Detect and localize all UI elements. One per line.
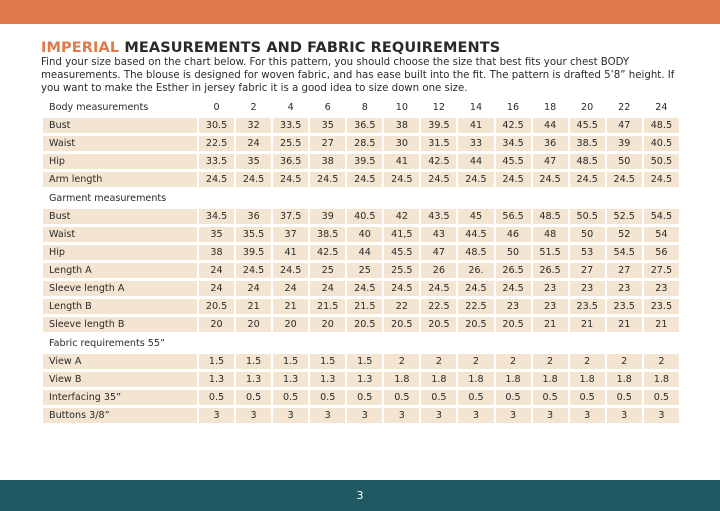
value-cell: 0.5 [607, 390, 642, 405]
value-cell: 0.5 [236, 390, 271, 405]
top-accent-bar [0, 0, 720, 24]
value-cell: 25.5 [273, 136, 308, 151]
value-cell: 41 [458, 118, 493, 133]
value-cell: 1.5 [236, 354, 271, 369]
value-cell: 50 [496, 245, 531, 260]
value-cell: 43.5 [421, 209, 456, 224]
table-row [43, 154, 679, 169]
empty-cell [644, 335, 679, 351]
value-cell: 54 [644, 227, 679, 242]
empty-cell [644, 190, 679, 206]
value-cell: 42.5 [421, 154, 456, 169]
empty-cell [496, 335, 531, 351]
row-label: View A [43, 354, 197, 369]
value-cell: 39 [607, 136, 642, 151]
value-cell: 21.5 [347, 299, 382, 314]
value-cell: 0.5 [310, 390, 345, 405]
value-cell: 24.5 [236, 172, 271, 187]
value-cell: 3 [644, 408, 679, 423]
value-cell: 44.5 [458, 227, 493, 242]
value-cell: 26.5 [533, 263, 568, 278]
value-cell: 20 [310, 317, 345, 332]
value-cell: 1.5 [310, 354, 345, 369]
empty-cell [421, 335, 456, 351]
value-cell: 24.5 [570, 172, 605, 187]
intro-paragraph: Find your size based on the chart below. For this pattern, you should choose the size that best fits your chest BODY measurements. The blouse is designed for woven fabric, and has ease built into the fit. The pattern is drafted 5’8” height. If you want to make the Esther in jersey fabric it is a good idea to size down one size. [41, 57, 675, 94]
value-cell: 50.5 [644, 154, 679, 169]
value-cell: 50.5 [570, 209, 605, 224]
value-cell: 20.5 [199, 299, 234, 314]
row-label: Waist [43, 227, 197, 242]
value-cell: 0.5 [644, 390, 679, 405]
value-cell: 23.5 [570, 299, 605, 314]
table-row [43, 118, 679, 133]
value-cell: 0.5 [384, 390, 419, 405]
value-cell: 24.5 [347, 172, 382, 187]
value-cell: 1.3 [347, 372, 382, 387]
value-cell: 24.5 [347, 281, 382, 296]
value-cell: 3 [607, 408, 642, 423]
value-cell: 2 [458, 354, 493, 369]
value-cell: 27 [310, 136, 345, 151]
value-cell: 52 [607, 227, 642, 242]
section-header-row [43, 99, 679, 115]
value-cell: 25 [310, 263, 345, 278]
section-header-row [43, 190, 679, 206]
value-cell: 36 [236, 209, 271, 224]
value-cell: 2 [421, 354, 456, 369]
value-cell: 42.5 [496, 118, 531, 133]
empty-cell [310, 190, 345, 206]
value-cell: 43 [421, 227, 456, 242]
value-cell: 54.5 [607, 245, 642, 260]
value-cell: 50 [607, 154, 642, 169]
value-cell: 37 [273, 227, 308, 242]
value-cell: 21 [644, 317, 679, 332]
value-cell: 20.5 [347, 317, 382, 332]
value-cell: 45 [458, 209, 493, 224]
value-cell: 24 [199, 263, 234, 278]
measurements-table [41, 96, 681, 426]
value-cell: 1.3 [199, 372, 234, 387]
value-cell: 41,5 [384, 227, 419, 242]
value-cell: 21 [273, 299, 308, 314]
table-row [43, 245, 679, 260]
page-title [41, 40, 500, 56]
value-cell: 27 [607, 263, 642, 278]
value-cell: 38 [384, 118, 419, 133]
value-cell: 24.5 [384, 172, 419, 187]
row-label: Sleeve length B [43, 317, 197, 332]
value-cell: 42.5 [310, 245, 345, 260]
value-cell: 38.5 [310, 227, 345, 242]
value-cell: 33 [458, 136, 493, 151]
row-label: Length B [43, 299, 197, 314]
value-cell: 25.5 [384, 263, 419, 278]
value-cell: 0.5 [458, 390, 493, 405]
value-cell: 40.5 [347, 209, 382, 224]
value-cell: 53 [570, 245, 605, 260]
row-label: Arm length [43, 172, 197, 187]
value-cell: 1.8 [533, 372, 568, 387]
value-cell: 23 [533, 281, 568, 296]
row-label: Bust [43, 118, 197, 133]
value-cell: 3 [570, 408, 605, 423]
size-header-cell: 22 [618, 101, 631, 113]
value-cell: 21 [607, 317, 642, 332]
value-cell: 24.5 [199, 172, 234, 187]
value-cell: 21.5 [310, 299, 345, 314]
value-cell: 22.5 [199, 136, 234, 151]
size-header-cell: 16 [506, 101, 520, 113]
value-cell: 24 [273, 281, 308, 296]
section-title: Garment measurements [49, 192, 167, 204]
value-cell: 39.5 [236, 245, 271, 260]
value-cell: 24.5 [236, 263, 271, 278]
table-row [43, 281, 679, 296]
value-cell: 27.5 [644, 263, 679, 278]
value-cell: 36 [533, 136, 568, 151]
value-cell: 35.5 [236, 227, 271, 242]
value-cell: 3 [496, 408, 531, 423]
value-cell: 1.8 [644, 372, 679, 387]
value-cell: 38 [199, 245, 234, 260]
value-cell: 54.5 [644, 209, 679, 224]
table-row [43, 390, 679, 405]
size-header-cell: 14 [469, 101, 483, 113]
size-header-cell: 2 [250, 101, 257, 113]
table-row [43, 408, 679, 423]
value-cell: 24.5 [310, 172, 345, 187]
value-cell: 44 [533, 118, 568, 133]
value-cell: 48.5 [533, 209, 568, 224]
value-cell: 45.5 [570, 118, 605, 133]
value-cell: 1.5 [347, 354, 382, 369]
page-title-rest: MEASUREMENTS AND FABRIC REQUIREMENTS [119, 40, 501, 56]
value-cell: 38.5 [570, 136, 605, 151]
value-cell: 24.5 [533, 172, 568, 187]
value-cell: 0.5 [533, 390, 568, 405]
value-cell: 27 [570, 263, 605, 278]
value-cell: 0.5 [421, 390, 456, 405]
row-label: Sleeve length A [43, 281, 197, 296]
value-cell: 24.5 [384, 281, 419, 296]
value-cell: 1.8 [570, 372, 605, 387]
section-title: Fabric requirements 55” [49, 337, 165, 349]
empty-cell [607, 335, 642, 351]
page-number: 3 [356, 489, 364, 502]
value-cell: 24 [236, 136, 271, 151]
value-cell: 24.5 [273, 172, 308, 187]
value-cell: 1.3 [273, 372, 308, 387]
value-cell: 50 [570, 227, 605, 242]
value-cell: 24.5 [496, 281, 531, 296]
value-cell: 46 [496, 227, 531, 242]
row-label: Hip [43, 154, 197, 169]
value-cell: 42 [384, 209, 419, 224]
value-cell: 0.5 [273, 390, 308, 405]
footer-bar [0, 480, 720, 511]
value-cell: 34.5 [199, 209, 234, 224]
value-cell: 2 [607, 354, 642, 369]
value-cell: 23 [570, 281, 605, 296]
value-cell: 0.5 [347, 390, 382, 405]
value-cell: 47 [533, 154, 568, 169]
value-cell: 51.5 [533, 245, 568, 260]
value-cell: 30 [384, 136, 419, 151]
value-cell: 1.8 [458, 372, 493, 387]
value-cell: 39.5 [421, 118, 456, 133]
size-header-cell: 10 [395, 101, 408, 113]
row-label: Bust [43, 209, 197, 224]
section-title: Body measurements [49, 101, 149, 113]
value-cell: 2 [384, 354, 419, 369]
value-cell: 1.8 [384, 372, 419, 387]
value-cell: 20 [236, 317, 271, 332]
size-header-cell: 24 [655, 101, 668, 113]
value-cell: 1.3 [310, 372, 345, 387]
empty-cell [533, 335, 568, 351]
value-cell: 3 [273, 408, 308, 423]
row-label: Waist [43, 136, 197, 151]
value-cell: 48.5 [458, 245, 493, 260]
empty-cell [384, 335, 419, 351]
empty-cell [458, 335, 493, 351]
value-cell: 31.5 [421, 136, 456, 151]
value-cell: 23 [496, 299, 531, 314]
value-cell: 44 [347, 245, 382, 260]
value-cell: 21 [236, 299, 271, 314]
value-cell: 34.5 [496, 136, 531, 151]
value-cell: 1.5 [273, 354, 308, 369]
empty-cell [384, 190, 419, 206]
value-cell: 35 [199, 227, 234, 242]
section-header-row [43, 335, 679, 351]
table-row [43, 136, 679, 151]
size-header-cell: 6 [324, 101, 331, 113]
value-cell: 45.5 [496, 154, 531, 169]
value-cell: 24.5 [458, 172, 493, 187]
value-cell: 3 [533, 408, 568, 423]
value-cell: 0.5 [496, 390, 531, 405]
value-cell: 37.5 [273, 209, 308, 224]
value-cell: 3 [199, 408, 234, 423]
value-cell: 35 [236, 154, 271, 169]
value-cell: 26 [421, 263, 456, 278]
value-cell: 24.5 [421, 172, 456, 187]
empty-cell [421, 190, 456, 206]
empty-cell [273, 335, 308, 351]
row-label: Length A [43, 263, 197, 278]
value-cell: 3 [347, 408, 382, 423]
empty-cell [236, 190, 271, 206]
value-cell: 1.8 [607, 372, 642, 387]
value-cell: 2 [644, 354, 679, 369]
value-cell: 40.5 [644, 136, 679, 151]
value-cell: 21 [570, 317, 605, 332]
value-cell: 20 [199, 317, 234, 332]
value-cell: 52.5 [607, 209, 642, 224]
value-cell: 47 [421, 245, 456, 260]
table-row [43, 263, 679, 278]
value-cell: 48.5 [570, 154, 605, 169]
empty-cell [607, 190, 642, 206]
value-cell: 1.8 [421, 372, 456, 387]
value-cell: 3 [384, 408, 419, 423]
empty-cell [199, 335, 234, 351]
row-label: Interfacing 35” [43, 390, 197, 405]
value-cell: 41 [273, 245, 308, 260]
value-cell: 23 [607, 281, 642, 296]
value-cell: 56.5 [496, 209, 531, 224]
row-label: Buttons 3/8” [43, 408, 197, 423]
table-row [43, 317, 679, 332]
empty-cell [496, 190, 531, 206]
value-cell: 30.5 [199, 118, 234, 133]
value-cell: 48.5 [644, 118, 679, 133]
value-cell: 32 [236, 118, 271, 133]
value-cell: 44 [458, 154, 493, 169]
value-cell: 3 [458, 408, 493, 423]
value-cell: 26. [458, 263, 493, 278]
value-cell: 24.5 [421, 281, 456, 296]
empty-cell [458, 190, 493, 206]
value-cell: 36.5 [347, 118, 382, 133]
empty-cell [199, 190, 234, 206]
value-cell: 23.5 [607, 299, 642, 314]
table-row [43, 227, 679, 242]
value-cell: 2 [570, 354, 605, 369]
value-cell: 25 [347, 263, 382, 278]
value-cell: 39 [310, 209, 345, 224]
value-cell: 40 [347, 227, 382, 242]
value-cell: 38 [310, 154, 345, 169]
size-header-cell: 12 [432, 101, 446, 113]
empty-cell [347, 190, 382, 206]
value-cell: 24.5 [458, 281, 493, 296]
table-row [43, 172, 679, 187]
value-cell: 24.5 [644, 172, 679, 187]
value-cell: 28.5 [347, 136, 382, 151]
value-cell: 33.5 [199, 154, 234, 169]
value-cell: 23.5 [644, 299, 679, 314]
size-header-cell: 4 [287, 101, 294, 113]
size-header-cell: 20 [581, 101, 594, 113]
value-cell: 24 [310, 281, 345, 296]
table-row [43, 354, 679, 369]
value-cell: 1.3 [236, 372, 271, 387]
value-cell: 24 [236, 281, 271, 296]
table-row [43, 299, 679, 314]
empty-cell [236, 335, 271, 351]
value-cell: 45.5 [384, 245, 419, 260]
value-cell: 1.8 [496, 372, 531, 387]
value-cell: 3 [310, 408, 345, 423]
empty-cell [570, 335, 605, 351]
value-cell: 2 [496, 354, 531, 369]
value-cell: 20.5 [384, 317, 419, 332]
value-cell: 21 [533, 317, 568, 332]
value-cell: 22.5 [458, 299, 493, 314]
value-cell: 20.5 [496, 317, 531, 332]
value-cell: 1.5 [199, 354, 234, 369]
value-cell: 41 [384, 154, 419, 169]
table-row [43, 372, 679, 387]
value-cell: 3 [421, 408, 456, 423]
value-cell: 24 [199, 281, 234, 296]
table-row [43, 209, 679, 224]
value-cell: 23 [644, 281, 679, 296]
row-label: View B [43, 372, 197, 387]
page-title-accent: IMPERIAL [41, 40, 120, 56]
value-cell: 39.5 [347, 154, 382, 169]
value-cell: 23 [533, 299, 568, 314]
value-cell: 48 [533, 227, 568, 242]
value-cell: 20.5 [458, 317, 493, 332]
value-cell: 3 [236, 408, 271, 423]
value-cell: 20 [273, 317, 308, 332]
measurements-table-body [43, 99, 679, 423]
value-cell: 24.5 [273, 263, 308, 278]
value-cell: 35 [310, 118, 345, 133]
value-cell: 24.5 [607, 172, 642, 187]
row-label: Hip [43, 245, 197, 260]
value-cell: 47 [607, 118, 642, 133]
value-cell: 22 [384, 299, 419, 314]
value-cell: 20.5 [421, 317, 456, 332]
empty-cell [347, 335, 382, 351]
value-cell: 26.5 [496, 263, 531, 278]
value-cell: 36.5 [273, 154, 308, 169]
empty-cell [533, 190, 568, 206]
value-cell: 24.5 [496, 172, 531, 187]
value-cell: 56 [644, 245, 679, 260]
size-header-cell: 0 [213, 101, 220, 113]
size-header-cell: 8 [361, 101, 368, 113]
value-cell: 22.5 [421, 299, 456, 314]
value-cell: 33.5 [273, 118, 308, 133]
empty-cell [570, 190, 605, 206]
size-header-cell: 18 [543, 101, 557, 113]
value-cell: 0.5 [199, 390, 234, 405]
value-cell: 0.5 [570, 390, 605, 405]
empty-cell [310, 335, 345, 351]
value-cell: 2 [533, 354, 568, 369]
measurements-table-container [41, 96, 681, 426]
empty-cell [273, 190, 308, 206]
